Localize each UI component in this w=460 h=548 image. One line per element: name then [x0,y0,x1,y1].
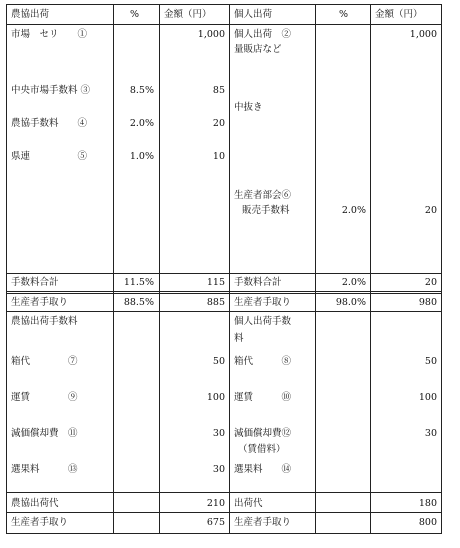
col-divider [113,4,114,534]
producer-net-label: 生産者手取り [11,517,69,528]
row-amount: 1,000 [409,29,437,40]
shipment-comparison-table [6,4,442,534]
row-divider [6,311,442,312]
row-amount: 10 [212,151,225,162]
col-divider [315,4,316,534]
row-divider [6,492,442,493]
row-label: 個人出荷 ② [234,29,292,40]
row-divider [6,24,442,25]
header-nokyo-shipment: 農協出荷 [11,9,50,20]
row-label: 運賃 ⑨ [11,392,78,403]
row-label: 減価償却費⑫ [234,428,292,439]
shipping-cost-label: 出荷代 [234,498,263,509]
shipping-cost-amount: 210 [206,498,225,509]
producer-net-label: 生産者手取り [234,517,292,528]
fee-total-label: 手数料合計 [11,277,59,288]
section-label: 農協出荷手数料 [11,316,78,327]
row-label: （賃借料） [238,444,286,455]
row-label: 生産者部会⑥ [234,190,292,201]
producer-net-amount: 980 [418,297,437,308]
fee-total-label: 手数料合計 [234,277,282,288]
row-label: 運賃 ⑩ [234,392,292,403]
producer-net-percent: 98.0% [335,297,366,308]
producer-net-percent: 88.5% [123,297,154,308]
producer-net-label: 生産者手取り [234,297,292,308]
table-border-left [6,4,7,534]
row-percent: 2.0% [341,205,366,216]
col-divider-center [229,4,230,534]
producer-net-amount: 675 [206,517,225,528]
col-divider [159,4,160,534]
row-label: 中抜き [234,102,263,113]
header-amount: 金額（円） [164,9,212,20]
section-label: 料 [234,333,244,344]
row-amount: 20 [212,118,225,129]
row-amount: 1,000 [197,29,225,40]
row-label: 箱代 ⑧ [234,356,292,367]
row-label: 県連 ⑤ [11,151,88,162]
producer-net-label: 生産者手取り [11,297,69,308]
table-border-bottom [6,533,442,534]
row-label: 選果料 ⑭ [234,464,292,475]
producer-net-amount: 800 [418,517,437,528]
row-percent: 8.5% [129,85,154,96]
header-individual-shipment: 個人出荷 [234,9,273,20]
row-amount: 85 [212,85,225,96]
row-label: 選果料 ⑬ [11,464,78,475]
shipping-cost-amount: 180 [418,498,437,509]
header-percent: % [130,9,140,20]
producer-net-amount: 885 [206,297,225,308]
fee-total-percent: 2.0% [341,277,366,288]
section-label: 個人出荷手数 [234,316,292,327]
row-label: 農協手数料 ④ [11,118,88,129]
row-amount: 50 [212,356,225,367]
row-amount: 100 [418,392,437,403]
row-divider [6,293,442,294]
fee-total-amount: 115 [206,277,225,288]
row-label: 中央市場手数料 ③ [11,85,91,96]
row-label: 市場 セリ ① [11,29,88,40]
row-divider [6,512,442,513]
header-percent: % [339,9,349,20]
row-label: 箱代 ⑦ [11,356,78,367]
row-amount: 20 [424,205,437,216]
col-divider [370,4,371,534]
row-label: 減価償却費 ⑪ [11,428,78,439]
row-amount: 50 [424,356,437,367]
row-amount: 30 [212,428,225,439]
fee-total-amount: 20 [424,277,437,288]
row-label: 販売手数料 [242,205,290,216]
table-border-right [441,4,442,534]
row-amount: 100 [206,392,225,403]
row-amount: 30 [424,428,437,439]
row-label: 量販店など [234,44,282,55]
row-divider [6,291,442,292]
row-percent: 1.0% [129,151,154,162]
row-amount: 30 [212,464,225,475]
shipping-cost-label: 農協出荷代 [11,498,59,509]
fee-total-percent: 11.5% [123,277,154,288]
row-percent: 2.0% [129,118,154,129]
row-divider [6,273,442,274]
header-amount: 金額（円） [375,9,423,20]
table-border-top [6,4,442,5]
